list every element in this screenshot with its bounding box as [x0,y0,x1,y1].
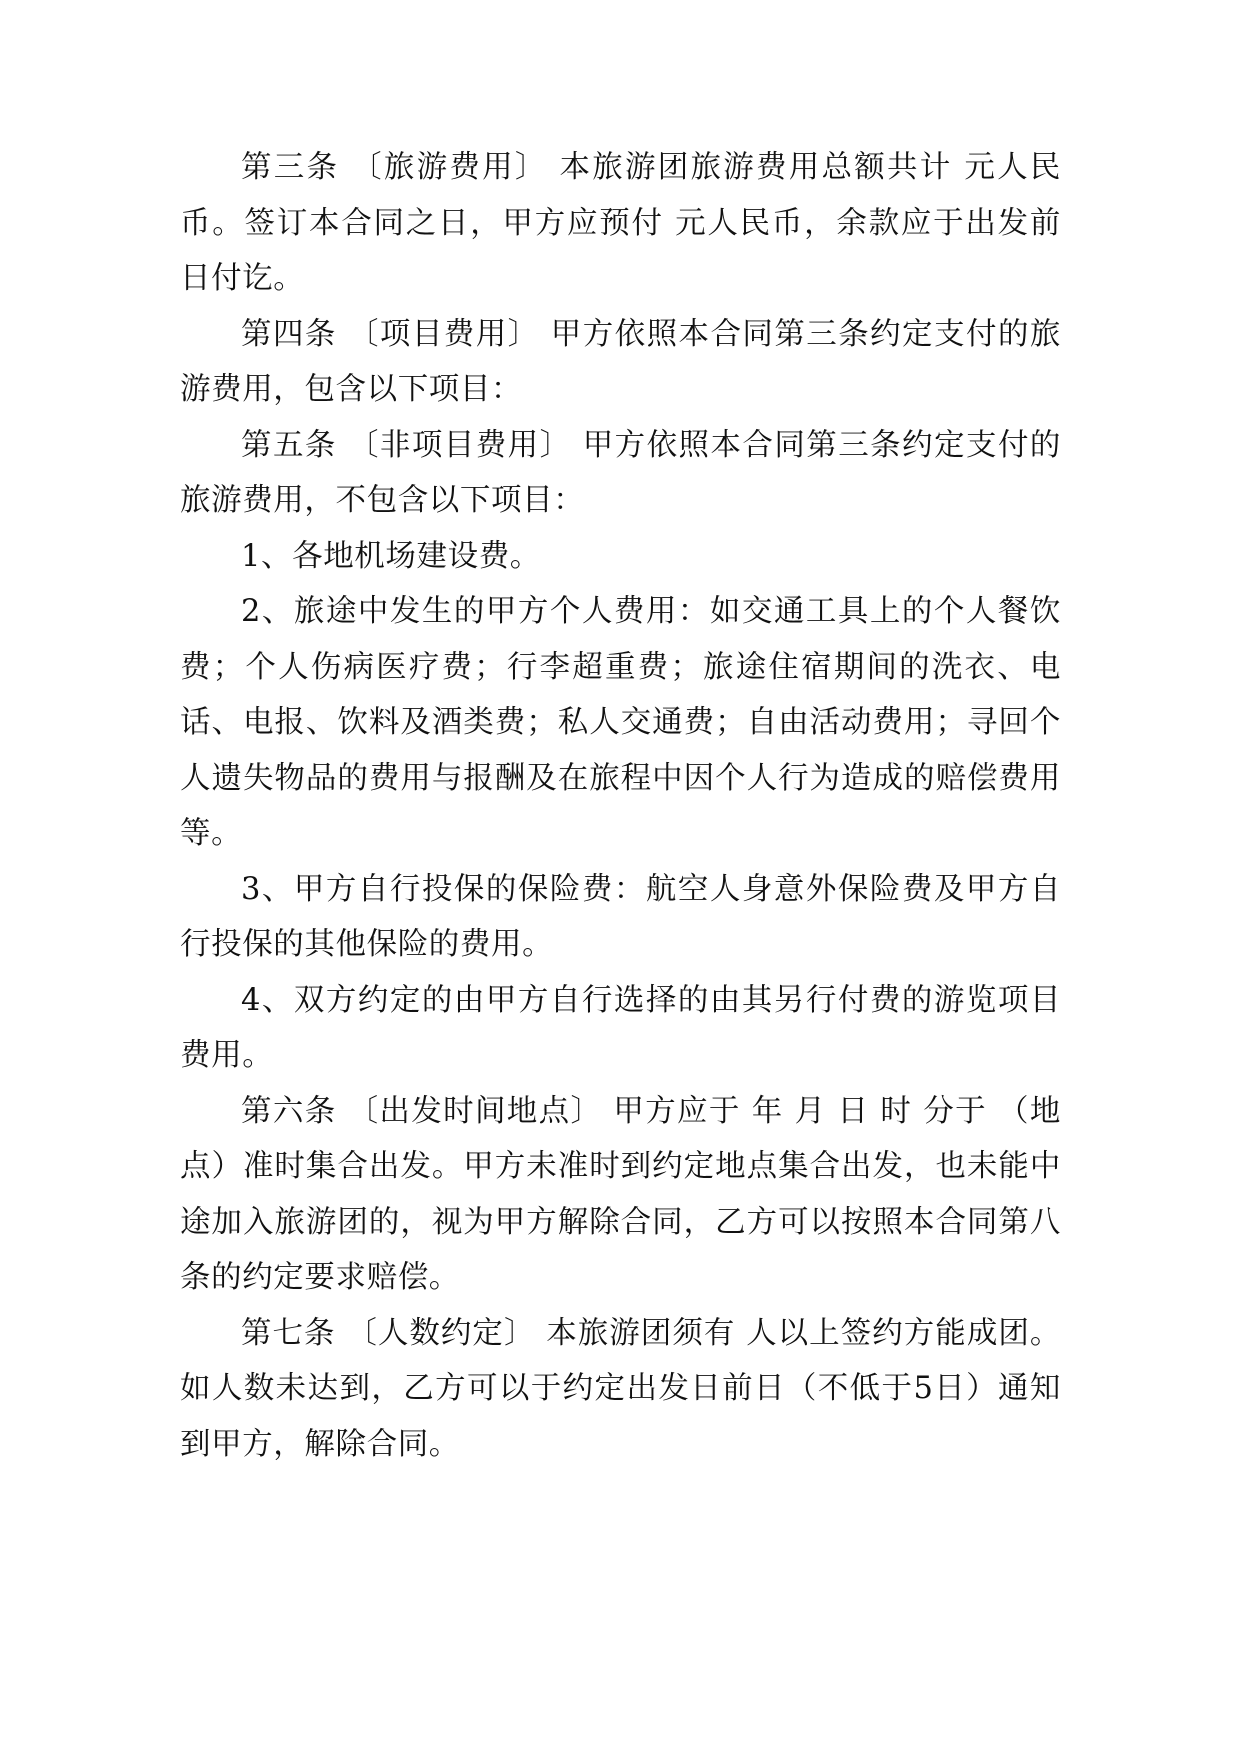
paragraph-item-1: 1、各地机场建设费。 [241,538,541,574]
paragraph-article-5: 第五条 〔非项目费用〕 甲方依照本合同第三条约定支付的旅游费用，不包含以下项目： [180,427,1061,518]
paragraph-article-4: 第四条 〔项目费用〕 甲方依照本合同第三条约定支付的旅游费用，包含以下项目： [180,316,1061,407]
paragraph-item-4: 4、双方约定的由甲方自行选择的由其另行付费的游览项目费用。 [180,982,1061,1073]
paragraph-article-3: 第三条 〔旅游费用〕 本旅游团旅游费用总额共计 元人民币。签订本合同之日，甲方应预付 元人民币，余款应于出发前日付讫。 [180,150,1061,296]
paragraph-item-3: 3、甲方自行投保的保险费：航空人身意外保险费及甲方自行投保的其他保险的费用。 [180,871,1061,962]
paragraph-article-6: 第六条 〔出发时间地点〕 甲方应于 年 月 日 时 分于 （地点）准时集合出发。甲方未准时到约定地点集合出发，也未能中途加入旅游团的，视为甲方解除合同，乙方可以按照本合同第八条的约定要求赔偿。 [180,1093,1061,1295]
document-body [180,140,1061,1472]
paragraph-article-7: 第七条 〔人数约定〕 本旅游团须有 人以上签约方能成团。如人数未达到，乙方可以于约定出发日前日（不低于5日）通知到甲方，解除合同。 [180,1315,1061,1462]
paragraph-item-2: 2、旅途中发生的甲方个人费用：如交通工具上的个人餐饮费；个人伤病医疗费；行李超重费；旅途住宿期间的洗衣、电话、电报、饮料及酒类费；私人交通费；自由活动费用；寻回个人遗失物品的费用与报酬及在旅程中因个人行为造成的赔偿费用等。 [180,594,1061,851]
